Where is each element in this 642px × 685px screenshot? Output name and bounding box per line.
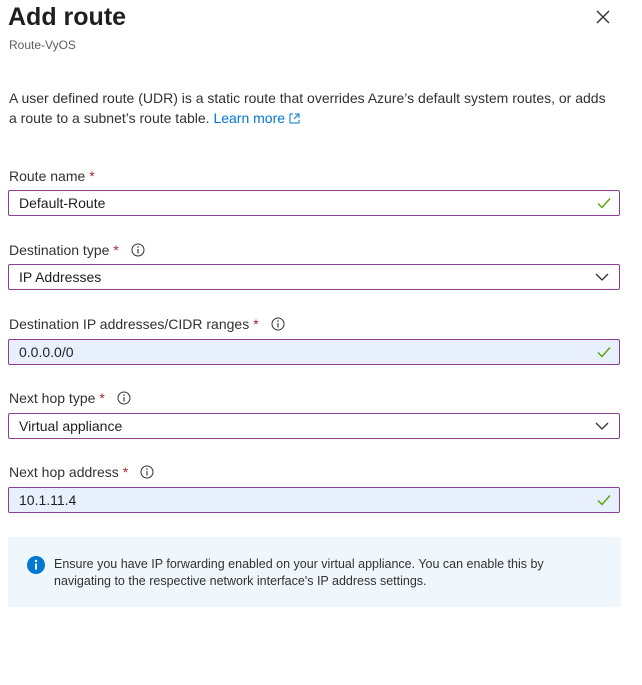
route-name-value: Default-Route	[19, 195, 106, 211]
check-icon	[597, 494, 611, 506]
destination-type-value: IP Addresses	[19, 269, 102, 285]
info-icon[interactable]	[117, 391, 131, 405]
destination-type-label-text: Destination type	[9, 242, 110, 258]
info-message-text: Ensure you have IP forwarding enabled on your virtual appliance. You can enable this by navigating to the respective network interface's IP address settings.	[54, 557, 544, 588]
required-marker: *	[253, 316, 259, 332]
next-hop-type-label	[9, 388, 131, 408]
destination-ip-input[interactable]	[8, 339, 620, 365]
next-hop-address-value: 10.1.11.4	[19, 492, 77, 508]
info-filled-icon	[27, 556, 45, 574]
info-message-bar	[8, 537, 621, 607]
route-name-label-text: Route name	[9, 168, 86, 184]
intro-description	[9, 88, 609, 128]
learn-more-link[interactable]	[213, 110, 300, 126]
next-hop-address-label-text: Next hop address	[9, 464, 119, 480]
info-icon[interactable]	[271, 317, 285, 331]
route-name-input[interactable]	[8, 190, 620, 216]
required-marker: *	[122, 464, 129, 480]
required-marker: *	[99, 390, 105, 406]
next-hop-type-value: Virtual appliance	[19, 418, 123, 434]
next-hop-address-label	[9, 462, 154, 482]
destination-ip-value: 0.0.0.0/0	[19, 344, 74, 360]
next-hop-address-input[interactable]	[8, 487, 620, 513]
destination-ip-label	[9, 314, 285, 334]
chevron-down-icon	[595, 421, 609, 431]
route-name-label	[9, 166, 95, 186]
check-icon	[597, 346, 611, 358]
next-hop-type-dropdown[interactable]	[8, 413, 620, 439]
info-icon[interactable]	[140, 465, 154, 479]
close-icon[interactable]	[592, 6, 614, 28]
required-marker: *	[113, 242, 119, 258]
intro-text: A user defined route (UDR) is a static route that overrides Azure’s default system routes, or adds a route to a subnet’s route table.	[9, 90, 606, 126]
info-icon[interactable]	[131, 243, 145, 257]
check-icon	[597, 197, 611, 209]
panel-subtitle: Route-VyOS	[9, 38, 76, 52]
panel-title: Add route	[8, 3, 127, 31]
learn-more-label: Learn more	[213, 110, 286, 126]
destination-type-label	[9, 240, 145, 260]
chevron-down-icon	[595, 272, 609, 282]
destination-ip-label-text: Destination IP addresses/CIDR ranges	[9, 316, 250, 332]
required-marker: *	[89, 168, 95, 184]
next-hop-type-label-text: Next hop type	[9, 390, 96, 406]
external-link-icon	[289, 113, 300, 124]
destination-type-dropdown[interactable]	[8, 264, 620, 290]
